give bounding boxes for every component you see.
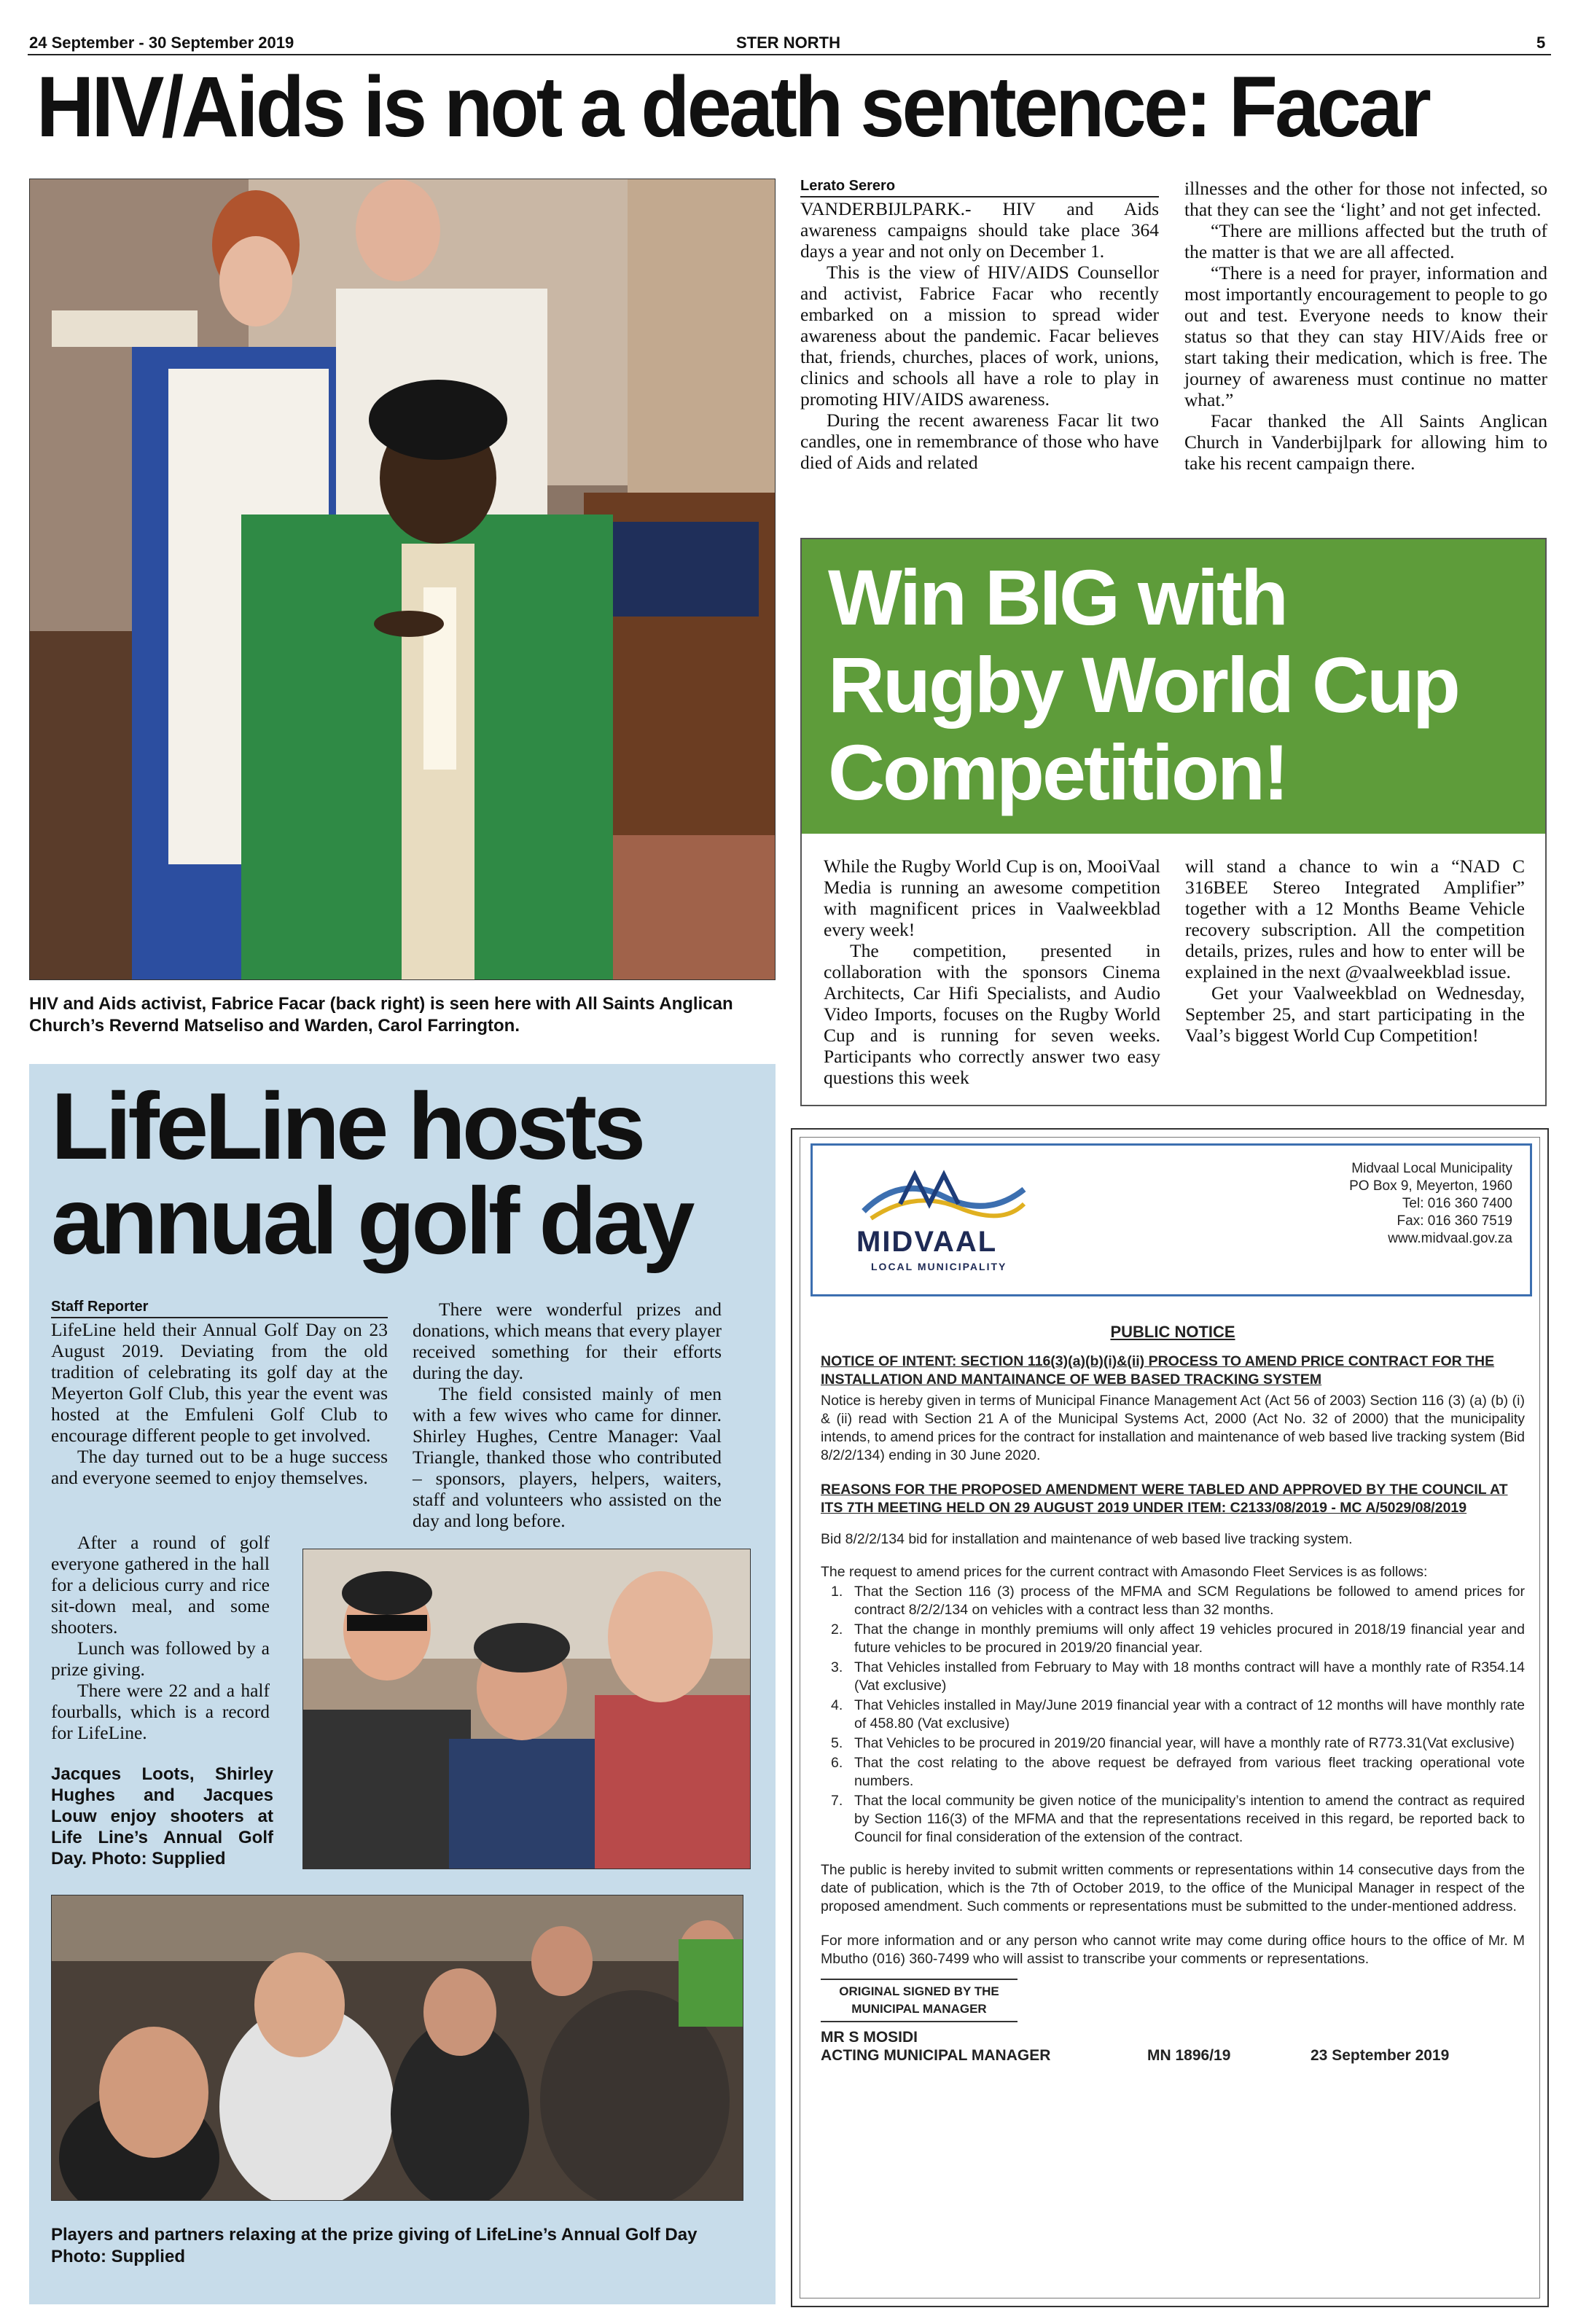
- address-line: PO Box 9, Meyerton, 1960: [1349, 1178, 1512, 1194]
- notice-address: [1349, 1160, 1512, 1248]
- golf-shooters-illustration: [303, 1549, 751, 1869]
- golf-photo1-caption: Jacques Loots, Shirley Hughes and Jacques Louw enjoy shooters at Life Line’s Annual Golf Day. Photo: Supplied: [51, 1764, 273, 1869]
- church-photo: [29, 179, 776, 980]
- notice-item: 6. That the cost relating to the above request be defrayed from various fleet tracking operational vote numbers.: [831, 1755, 1525, 1789]
- church-photo-illustration: [30, 179, 776, 980]
- notice-item: 3. That Vehicles installed from February to May with 18 months contract will have a monthly rate of R354.14 (Vat exclusive): [831, 1659, 1525, 1694]
- address-line: www.midvaal.gov.za: [1388, 1231, 1512, 1246]
- address-line: Tel: 016 360 7400: [1402, 1196, 1512, 1211]
- notice-item: 4. That Vehicles installed in May/June 2019 financial year with a contract of 12 months will have monthly rate of 458.80 (Vat exclusive): [831, 1697, 1525, 1732]
- address-line: Fax: 016 360 7519: [1397, 1213, 1512, 1229]
- hiv-headline: HIV/Aids is not a death sentence: Facar: [36, 59, 1429, 155]
- notice-item: 2. That the change in monthly premiums will only affect 19 vehicles procured in 2018/19 financial year and future vehicles to be procured in 2019/20 financial year.: [831, 1621, 1525, 1656]
- golf-byline: Staff Reporter: [51, 1299, 388, 1318]
- golf-c1b-p1: After a round of golf everyone gathered in the hall for a delicious curry and rice sit-down meal, and some shooters.: [51, 1532, 270, 1638]
- page-number: 5: [1536, 34, 1546, 52]
- hiv-c2-p4: Facar thanked the All Saints Anglican Church in Vanderbijlpark for allowing him to take his recent campaign there.: [1184, 410, 1547, 474]
- golf-column-1b: [51, 1532, 270, 1743]
- golf-c2-p1: There were wonderful prizes and donations, which means that every player received something for their efforts during the day.: [413, 1299, 722, 1383]
- rugby-c2-p2: Get your Vaalweekblad on Wednesday, September 25, and start participating in the Vaal’s biggest World Cup Competition!: [1185, 982, 1525, 1046]
- hiv-c2-p3: “There is a need for prayer, information and most importantly encouragement to people to go out and test. Everyone needs to know their status so that they can stay HIV/Aids free or start taking their medication, which is free. The journey of awareness must continue no matter what.”: [1184, 262, 1547, 410]
- rugby-c2-p1: will stand a chance to win a “NAD C 316BEE Stereo Integrated Amplifier” together with a 12 Months Beame Vehicle recovery subscription. All the competition details, prizes, rules and how to enter will be explained in the next @vaalweekblad issue.: [1185, 856, 1525, 982]
- golf-c1-p2: The day turned out to be a huge success and everyone seemed to enjoy themselves.: [51, 1446, 388, 1488]
- hiv-c1-p2: This is the view of HIV/AIDS Counsellor and activist, Fabrice Facar who recently embarked on a mission to spread wider awareness about the pandemic. Facar believes that, friends, churches, places of work, unions, clinics and schools all have a role to play in promoting HIV/AIDS awareness.: [800, 262, 1159, 410]
- rugby-green-banner: [802, 539, 1545, 834]
- notice-body: [821, 1323, 1525, 2067]
- notice-request-intro: The request to amend prices for the current contract with Amasondo Fleet Services is as follows:: [821, 1564, 1428, 1580]
- publication-name: STER NORTH: [736, 34, 840, 52]
- stamp-line: ORIGINAL SIGNED BY THE: [839, 1984, 999, 1998]
- header-rule: [28, 54, 1551, 55]
- golf-shooters-photo: [302, 1549, 751, 1869]
- notice-intent-heading: NOTICE OF INTENT: SECTION 116(3)(a)(b)(i)&(ii) PROCESS TO AMEND PRICE CONTRACT FOR THE INSTALLATION AND MANTAINANCE OF WEB BASED TRACKING SYSTEM: [821, 1353, 1495, 1388]
- issue-date: 24 September - 30 September 2019: [29, 34, 294, 52]
- golf-c1b-p3: There were 22 and a half fourballs, which is a record for LifeLine.: [51, 1680, 270, 1743]
- address-line: Midvaal Local Municipality: [1351, 1161, 1512, 1176]
- hiv-c2-p1: illnesses and the other for those not infected, so that they can see the ‘light’ and not get infected.: [1184, 178, 1547, 220]
- notice-mn: MN 1896/19: [1147, 2047, 1231, 2064]
- municipal-notice: [791, 1128, 1549, 2307]
- rugby-competition-box: [800, 538, 1547, 1106]
- notice-reasons-heading: REASONS FOR THE PROPOSED AMENDMENT WERE TABLED AND APPROVED BY THE COUNCIL AT ITS 7TH MEETING HELD ON 29 AUGUST 2019 UNDER ITEM: C2133/08/2019 - MC A/5029/08/2019: [821, 1482, 1508, 1516]
- golf-column-2: [413, 1299, 722, 1531]
- golf-c1b-p2: Lunch was followed by a prize giving.: [51, 1638, 270, 1680]
- golf-prize-giving-photo: [51, 1895, 743, 2201]
- midvaal-logo-subtext: LOCAL MUNICIPALITY: [871, 1261, 1007, 1272]
- notice-bid-line: Bid 8/2/2/134 bid for installation and maintenance of web based live tracking system.: [821, 1531, 1353, 1547]
- notice-signed-stamp: [821, 1979, 1018, 2022]
- midvaal-logo-icon: [856, 1167, 1031, 1226]
- hiv-photo-caption: HIV and Aids activist, Fabrice Facar (back right) is seen here with All Saints Anglican Church’s Revernd Matseliso and Warden, Carol Farrington.: [29, 994, 733, 1036]
- notice-signatory-name: MR S MOSIDI: [821, 2029, 918, 2046]
- stamp-line: MUNICIPAL MANAGER: [851, 2002, 987, 2016]
- notice-sign-date: 23 September 2019: [1311, 2047, 1450, 2064]
- notice-more-info: For more information and or any person who cannot write may come during office hours to the office of Mr. M Mbutho (016) 360-7499 who will assist to transcribe your comments or representations.: [821, 1933, 1525, 1967]
- notice-signatory-title: ACTING MUNICIPAL MANAGER: [821, 2047, 1051, 2064]
- notice-item: 1. That the Section 116 (3) process of the MFMA and SCM Regulations be followed to amend prices for contract 8/2/2/134 on vehicles with a contract less than 32 months.: [831, 1584, 1525, 1618]
- notice-item: 5. That Vehicles to be procured in 2019/20 financial year, will have a monthly rate of R773.31(Vat exclusive): [831, 1735, 1515, 1751]
- golf-photo2-caption: Players and partners relaxing at the prize giving of LifeLine’s Annual Golf Day Photo: Supplied: [51, 2225, 698, 2266]
- rugby-c1-p2: The competition, presented in collaboration with the sponsors Cinema Architects, Car Hifi Specialists, and Audio Video Imports, focuses on the Rugby World Cup and is running for seven weeks. Participants who correctly answer two easy questions this week: [824, 940, 1160, 1088]
- hiv-column-1: [800, 198, 1159, 473]
- golf-column-1: [51, 1319, 388, 1488]
- hiv-byline: Lerato Serero: [800, 178, 1159, 197]
- hiv-c1-p3: During the recent awareness Facar lit two candles, one in remembrance of those who have died of Aids and related: [800, 410, 1159, 473]
- notice-item: 7. That the local community be given notice of the municipality’s intention to amend the contract as required by Section 116(3) of the MFMA and that the representations received in this regard, be reported back to Council for final consideration of the extension of the contract.: [831, 1793, 1525, 1845]
- hiv-c1-p1: VANDERBIJLPARK.- HIV and Aids awareness campaigns should take place 364 days a year and not only on December 1.: [800, 198, 1159, 262]
- notice-public-invite: The public is hereby invited to submit written comments or representations within 14 consecutive days from the date of publication, which is the 7th of October 2019, to the office of the Municipal Manager in respect of the proposed amendment. Such comments or representations must be submitted to the under-mentioned address.: [821, 1862, 1525, 1914]
- golf-c1-p1: LifeLine held their Annual Golf Day on 23 August 2019. Deviating from the old tradition of celebrating its golf day at the Meyerton Golf Club, this year the event was hosted at the Emfuleni Golf Club to encourage different people to get involved.: [51, 1319, 388, 1446]
- midvaal-logo-text: MIDVAAL: [856, 1226, 998, 1258]
- rugby-column-2: [1185, 856, 1525, 1046]
- golf-headline: LifeLine hosts annual golf day: [51, 1073, 692, 1274]
- notice-intent-body: Notice is hereby given in terms of Municipal Finance Management Act (Act 56 of 2003) Section 116 (3) (a) (b) (i) & (ii) read with Section 21 A of the Municipal Systems Act, 2000 (Act No. 32 of 2000) that the municipality intends, to amend prices for the contract for installation and maintenance of web based live tracking system (Bid 8/2/2/134) ending in 30 June 2020.: [821, 1393, 1525, 1463]
- notice-items: [821, 1583, 1525, 1847]
- hiv-column-2: [1184, 178, 1547, 474]
- golf-c2-p2: The field consisted mainly of men with a few wives who came for dinner. Shirley Hughes, Centre Manager: Vaal Triangle, thanked those who contributed – sponsors, players, helpers, waiters, staff and volunteers who assisted on the day and long before.: [413, 1383, 722, 1531]
- notice-title: PUBLIC NOTICE: [1110, 1323, 1235, 1341]
- rugby-column-1: [824, 856, 1160, 1088]
- notice-signatory-row: [821, 2046, 1525, 2067]
- notice-letterhead: [811, 1143, 1532, 1296]
- rugby-headline: Win BIG with Rugby World Cup Competition!: [828, 553, 1458, 816]
- rugby-c1-p1: While the Rugby World Cup is on, MooiVaal Media is running an awesome competition with magnificent prices in Vaalweekblad every week!: [824, 856, 1160, 940]
- golf-prize-giving-illustration: [52, 1895, 743, 2201]
- hiv-c2-p2: “There are millions affected but the truth of the matter is that we are all affected.: [1184, 220, 1547, 262]
